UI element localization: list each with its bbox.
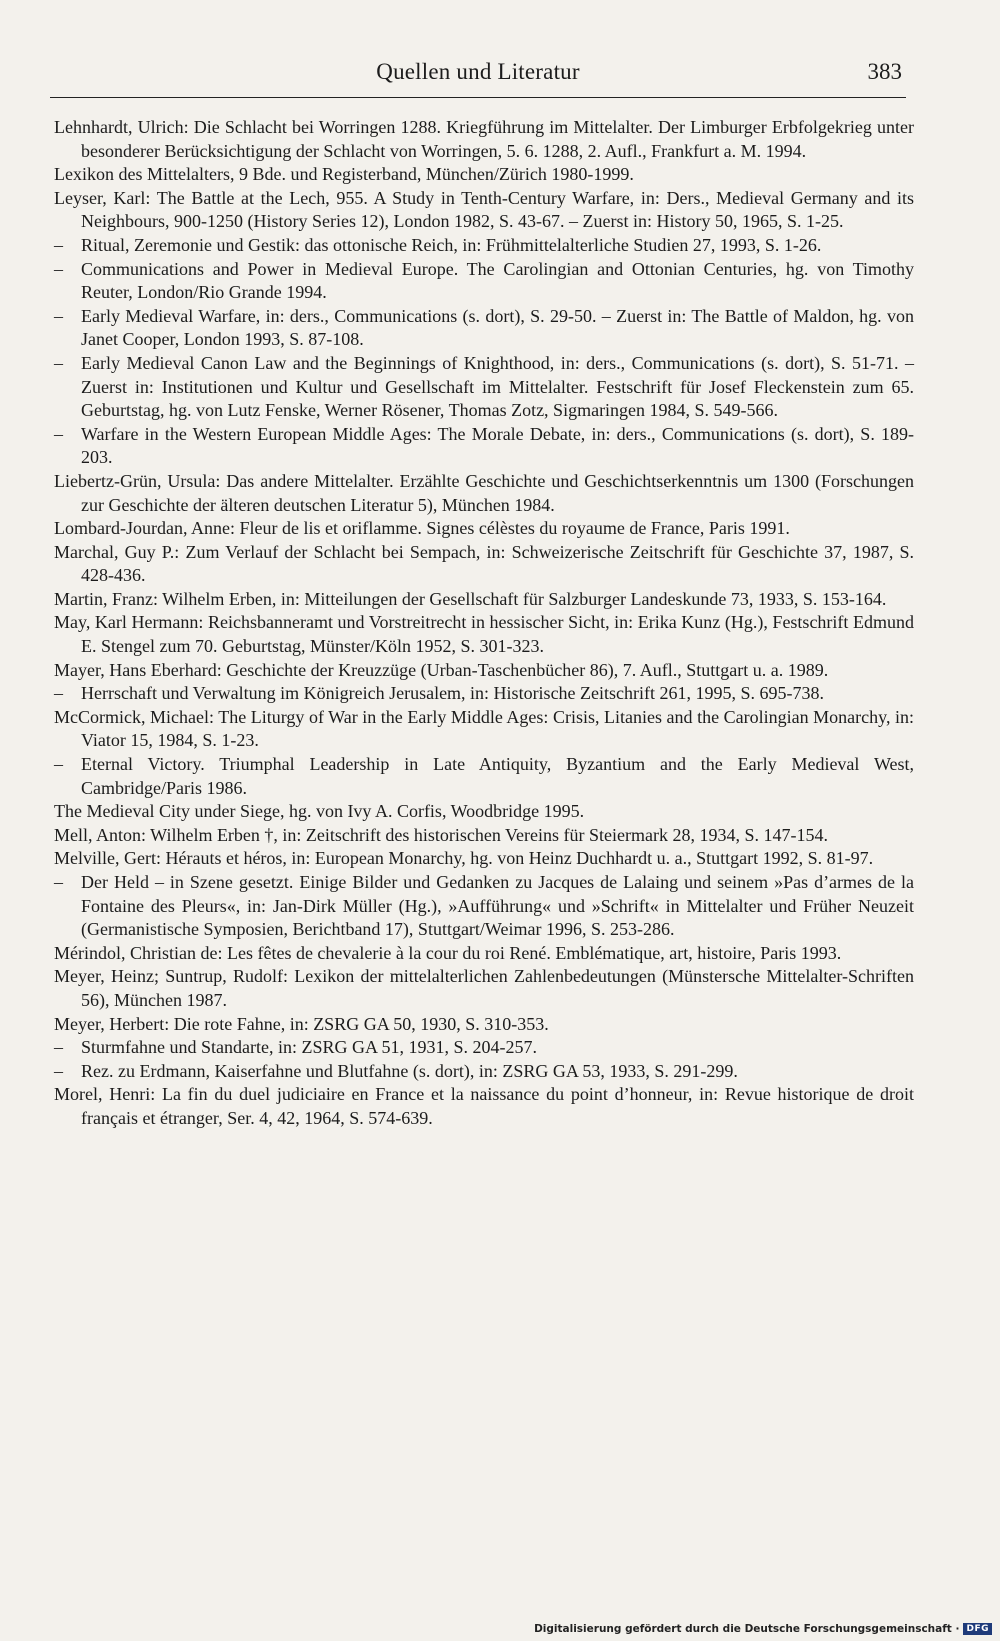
entry-text: Warfare in the Western European Middle Ages: The Morale Debate, in: ders., Communications (s. dort), S. 189-203. bbox=[81, 423, 914, 468]
entry-text: Early Medieval Canon Law and the Beginnings of Knighthood, in: ders., Communications (s. dort), S. 51-71. – Zuerst in: Institutionen und Kultur und Gesellschaft im Mittelalter. Festschrift für Josef Fleckenstein zum 65. Geburtstag, hg. von Lutz Fenske, Werner Rösener, Thomas Zotz, Sigmaringen 1984, S. 549-566. bbox=[81, 352, 914, 421]
entry-text: Meyer, Heinz; Suntrup, Rudolf: Lexikon der mittelalterlichen Zahlenbedeutungen (Münstersche Mittelalter-Schriften 56), München 1987. bbox=[54, 966, 914, 1010]
entry-text: Meyer, Herbert: Die rote Fahne, in: ZSRG GA 50, 1930, S. 310-353. bbox=[54, 1013, 549, 1034]
header-title: Quellen und Literatur bbox=[376, 59, 580, 84]
bibliography-list bbox=[54, 116, 914, 1131]
header-rule bbox=[50, 97, 906, 98]
bibliography-entry bbox=[54, 517, 914, 541]
entry-text: Leyser, Karl: The Battle at the Lech, 955. A Study in Tenth-Century Warfare, in: Ders., Medieval Germany and its Neighbours, 900-1250 (History Series 12), London 1982, S. 43-67. – Zuerst in: History 50, 1965, S. 1-25. bbox=[54, 187, 914, 232]
bibliography-entry bbox=[54, 116, 914, 163]
bibliography-entry bbox=[54, 352, 914, 423]
entry-text: The Medieval City under Siege, hg. von Ivy A. Corfis, Woodbridge 1995. bbox=[54, 801, 585, 822]
bibliography-entry bbox=[54, 258, 914, 305]
entry-text: Liebertz-Grün, Ursula: Das andere Mittelalter. Erzählte Geschichte und Geschichtserkenntnis um 1300 (Forschungen zur Geschichte der älteren deutschen Literatur 5), München 1984. bbox=[54, 470, 914, 515]
entry-text: Rez. zu Erdmann, Kaiserfahne und Blutfahne (s. dort), in: ZSRG GA 53, 1933, S. 291-299. bbox=[81, 1060, 738, 1081]
bibliography-entry bbox=[54, 824, 914, 848]
entry-text: Herrschaft und Verwaltung im Königreich Jerusalem, in: Historische Zeitschrift 261, 1995, S. 695-738. bbox=[81, 683, 825, 704]
bibliography-entry bbox=[54, 871, 914, 942]
entry-text: Morel, Henri: La fin du duel judiciaire en France et la naissance du point d’honneur, in: Revue historique de droit français et étranger, Ser. 4, 42, 1964, S. 574-639. bbox=[54, 1084, 914, 1128]
bibliography-entry bbox=[54, 305, 914, 352]
entry-dash: – bbox=[54, 1060, 63, 1081]
entry-text: Eternal Victory. Triumphal Leadership in Late Antiquity, Byzantium and the Early Medieval West, Cambridge/Paris 1986. bbox=[81, 754, 914, 798]
bibliography-entry bbox=[54, 541, 914, 588]
entry-text: Marchal, Guy P.: Zum Verlauf der Schlacht bei Sempach, in: Schweizerische Zeitschrift für Geschichte 37, 1987, S. 428-436. bbox=[54, 541, 914, 586]
bibliography-entry bbox=[54, 611, 914, 658]
bibliography-entry bbox=[54, 682, 914, 706]
entry-text: Early Medieval Warfare, in: ders., Communications (s. dort), S. 29-50. – Zuerst in: The Battle of Maldon, hg. von Janet Cooper, London 1993, S. 87-108. bbox=[81, 305, 914, 350]
entry-text: Der Held – in Szene gesetzt. Einige Bilder und Gedanken zu Jacques de Lalaing und seinem »Pas d’armes de la Fontaine des Pleurs«, in: Jan-Dirk Müller (Hg.), »Aufführung« und »Schrift« in Mittelalter und Früher Neuzeit (Germanistische Symposien, Berichtband 17), Stuttgart/Weimar 1996, S. 253-286. bbox=[81, 872, 914, 940]
entry-text: May, Karl Hermann: Reichsbanneramt und Vorstreitrecht in hessischer Sicht, in: Erika Kunz (Hg.), Festschrift Edmund E. Stengel zum 70. Geburtstag, Münster/Köln 1952, S. 301-323. bbox=[54, 612, 914, 657]
entry-dash: – bbox=[54, 754, 63, 775]
entry-text: Melville, Gert: Hérauts et héros, in: European Monarchy, hg. von Heinz Duchhardt u. a., Stuttgart 1992, S. 81-97. bbox=[54, 848, 874, 869]
entry-dash: – bbox=[54, 872, 63, 892]
running-header bbox=[50, 55, 906, 95]
entry-text: Communications and Power in Medieval Europe. The Carolingian and Ottonian Centuries, hg. von Timothy Reuter, London/Rio Grande 1994. bbox=[81, 258, 914, 303]
bibliography-entry bbox=[54, 187, 914, 234]
dfg-logo: DFG bbox=[963, 1623, 992, 1635]
entry-text: Lexikon des Mittelalters, 9 Bde. und Registerband, München/Zürich 1980-1999. bbox=[54, 164, 634, 185]
bibliography-entry bbox=[54, 847, 914, 871]
bibliography-entry bbox=[54, 1013, 914, 1037]
entry-dash: – bbox=[54, 423, 63, 444]
bibliography-entry bbox=[54, 1083, 914, 1130]
bibliography-entry bbox=[54, 706, 914, 753]
footer-text: Digitalisierung gefördert durch die Deutsche Forschungsgemeinschaft · bbox=[534, 1623, 960, 1635]
entry-dash: – bbox=[54, 683, 63, 704]
digitization-footer bbox=[534, 1623, 992, 1635]
bibliography-entry bbox=[54, 800, 914, 824]
entry-text: McCormick, Michael: The Liturgy of War in the Early Middle Ages: Crisis, Litanies and the Carolingian Monarchy, in: Viator 15, 1984, S. 1-23. bbox=[54, 706, 914, 751]
entry-text: Lombard-Jourdan, Anne: Fleur de lis et oriflamme. Signes célèstes du royaume de France, Paris 1991. bbox=[54, 518, 790, 539]
bibliography-entry bbox=[54, 423, 914, 470]
entry-text: Mayer, Hans Eberhard: Geschichte der Kreuzzüge (Urban-Taschenbücher 86), 7. Aufl., Stuttgart u. a. 1989. bbox=[54, 659, 829, 680]
entry-text: Mell, Anton: Wilhelm Erben †, in: Zeitschrift des historischen Vereins für Steiermark 28, 1934, S. 147-154. bbox=[54, 824, 828, 845]
entry-text: Martin, Franz: Wilhelm Erben, in: Mitteilungen der Gesellschaft für Salzburger Landeskunde 73, 1933, S. 153-164. bbox=[54, 588, 887, 609]
bibliography-entry bbox=[54, 588, 914, 612]
entry-dash: – bbox=[54, 258, 63, 279]
entry-dash: – bbox=[54, 1037, 63, 1058]
bibliography-entry bbox=[54, 659, 914, 683]
entry-text: Sturmfahne und Standarte, in: ZSRG GA 51, 1931, S. 204-257. bbox=[81, 1037, 537, 1058]
entry-dash: – bbox=[54, 352, 63, 373]
bibliography-entry bbox=[54, 942, 914, 966]
entry-text: Lehnhardt, Ulrich: Die Schlacht bei Worringen 1288. Kriegführung im Mittelalter. Der Limburger Erbfolgekrieg unter besonderer Berücksichtigung der Schlacht von Worringen, 5. 6. 1288, 2. Aufl., Frankfurt a. M. 1994. bbox=[54, 117, 914, 161]
entry-text: Mérindol, Christian de: Les fêtes de chevalerie à la cour du roi René. Emblématique, art, histoire, Paris 1993. bbox=[54, 942, 842, 963]
bibliography-entry bbox=[54, 753, 914, 800]
bibliography-entry bbox=[54, 234, 914, 258]
bibliography-entry bbox=[54, 1060, 914, 1084]
bibliography-entry bbox=[54, 965, 914, 1012]
entry-dash: – bbox=[54, 234, 63, 255]
bibliography-entry bbox=[54, 470, 914, 517]
bibliography-entry bbox=[54, 163, 914, 187]
page-number: 383 bbox=[867, 59, 902, 84]
bibliography-entry bbox=[54, 1036, 914, 1060]
entry-dash: – bbox=[54, 305, 63, 326]
entry-text: Ritual, Zeremonie und Gestik: das ottonische Reich, in: Frühmittelalterliche Studien 27, 1993, S. 1-26. bbox=[81, 234, 822, 255]
